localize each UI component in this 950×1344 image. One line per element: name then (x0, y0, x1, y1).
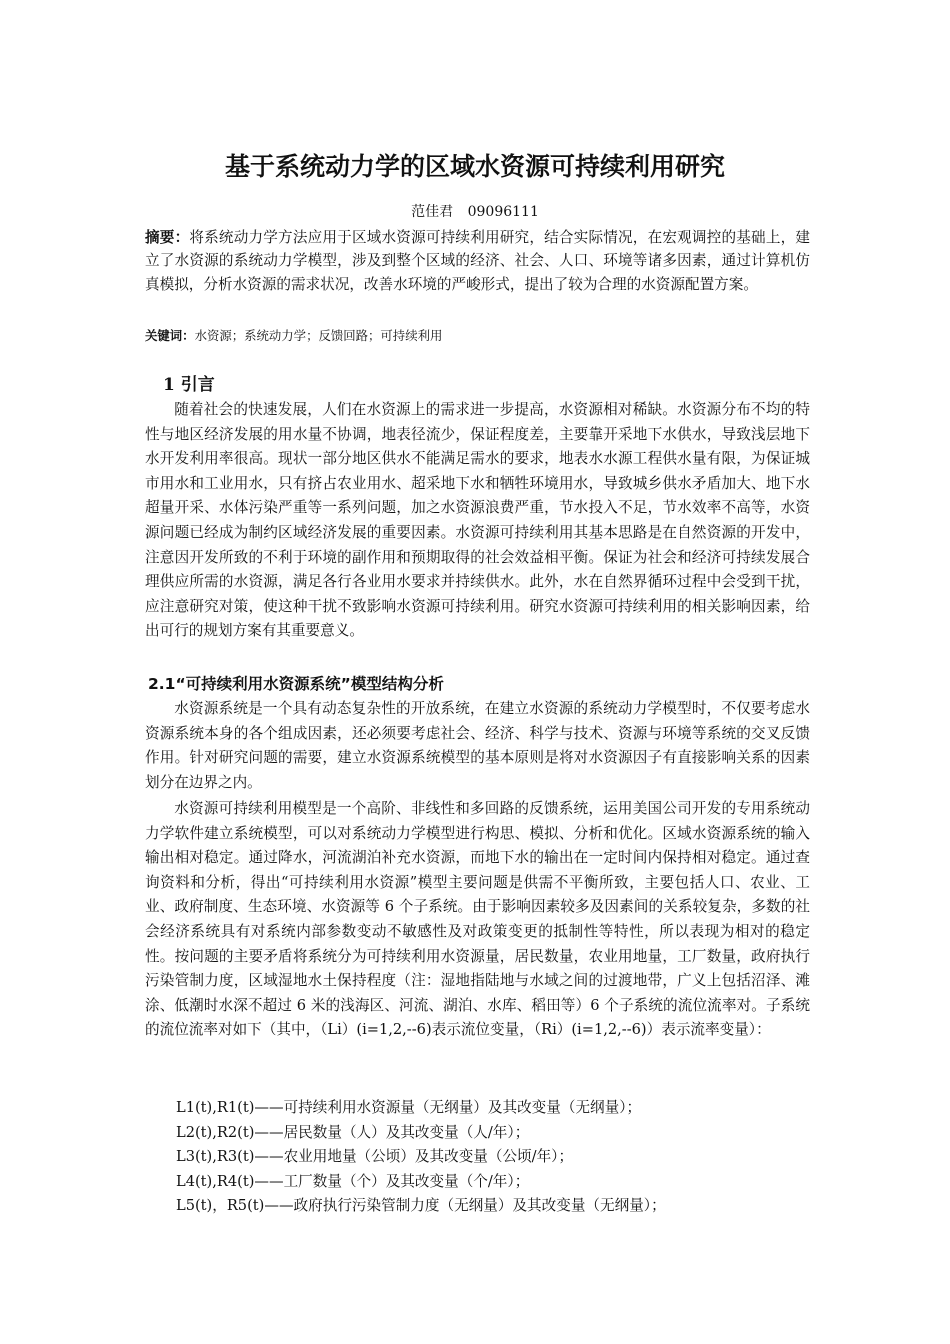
abstract-text: 将系统动力学方法应用于区域水资源可持续利用研究，结合实际情况，在宏观调控的基础上，建立了水资源的系统动力学模型，涉及到整个区域的经济、社会、人口、环境等诸多因素，通过计算机仿真模拟，分析水资源的需求状况，改善水环境的严峻形式，提出了较为合理的水资源配置方案。 (145, 229, 810, 293)
keywords (145, 326, 810, 346)
keywords-label: 关键词： (145, 328, 195, 343)
abstract-label: 摘要： (145, 229, 190, 246)
abstract (145, 226, 810, 296)
model-paragraph-2: 水资源可持续利用模型是一个高阶、非线性和多回路的反馈系统，运用美国公司开发的专用系统动力学软件建立系统模型，可以对系统动力学模型进行构思、模拟、分析和优化。区域水资源系统的输入输出相对稳定。通过降水，河流湖泊补充水资源，而地下水的输出在一定时间内保持相对稳定。通过查询资料和分析，得出“可持续利用水资源”模型主要问题是供需不平衡所致，主要包括人口、农业、工业、政府制度、生态环境、水资源等 6 个子系统。由于影响因素较多及因素间的关系较复杂，多数的社会经济系统具有对系统内部参数变动不敏感性及对政策变更的抵制性等特性，所以表现为相对的稳定性。按问题的主要矛盾将系统分为可持续利用水资源量，居民数量，农业用地量，工厂数量，政府执行污染管制力度，区域湿地水土保持程度（注：湿地指陆地与水域之间的过渡地带，广义上包括沼泽、滩涂、低潮时水深不超过 6 米的浅海区、河流、湖泊、水库、稻田等）6 个子系统的流位流率对。子系统的流位流率对如下（其中，（Li）(i=1,2,--6)表示流位变量，（Ri）(i=1,2,--6)）表示流率变量）： (145, 800, 810, 1039)
model-paragraph-1: 水资源系统是一个具有动态复杂性的开放系统，在建立水资源的系统动力学模型时，不仅要考虑水资源系统本身的各个组成因素，还必须要考虑社会、经济、科学与技术、资源与环境等系统的交叉反馈作用。针对研究问题的需要，建立水资源系统模型的基本原则是将对水资源因子有直接影响关系的因素划分在边界之内。 (145, 700, 810, 791)
author-id: 09096111 (467, 204, 539, 220)
list-item: L4(t),R4(t)——工厂数量（个）及其改变量（个/年）； (176, 1172, 530, 1190)
list-item: L2(t),R2(t)——居民数量（人）及其改变量（人/年）； (176, 1123, 530, 1141)
list-item: L1(t),R1(t)——可持续利用水资源量（无纲量）及其改变量（无纲量）； (176, 1099, 642, 1116)
paper-title: 基于系统动力学的区域水资源可持续利用研究 (224, 151, 725, 181)
author-name: 范佳君 (411, 204, 454, 220)
author-line (0, 201, 950, 223)
list-item: L3(t),R3(t)——农业用地量（公顷）及其改变量（公顷/年）； (176, 1148, 574, 1166)
list-item: L5(t)，R5(t)——政府执行污染管制力度（无纲量）及其改变量（无纲量）； (176, 1197, 666, 1215)
section-heading-introduction: 1 引言 (163, 375, 215, 395)
keywords-text: 水资源；系统动力学；反馈回路；可持续利用 (194, 328, 443, 343)
variable-list (176, 1096, 816, 1219)
section-heading-model-structure: 2.1“可持续利用水资源系统”模型结构分析 (148, 675, 444, 693)
introduction-paragraph: 随着社会的快速发展，人们在水资源上的需求进一步提高，水资源相对稀缺。水资源分布不均的特性与地区经济发展的用水量不协调，地表径流少，保证程度差，主要靠开采地下水供水，导致浅层地下水开发利用率很高。现状一部分地区供水不能满足需水的要求，地表水水源工程供水量有限，为保证城市用水和工业用水，只有挤占农业用水、超采地下水和牺牲环境用水，导致城乡供水矛盾加大、地下水超量开采、水体污染严重等一系列问题，加之水资源浪费严重，节水投入不足，节水效率不高等，水资源问题已经成为制约区域经济发展的重要因素。水资源可持续利用其基本思路是在自然资源的开发中，注意因开发所致的不利于环境的副作用和预期取得的社会效益相平衡。保证为社会和经济可持续发展合理供应所需的水资源，满足各行各业用水要求并持续供水。此外，水在自然界循环过程中会受到干扰，应注意研究对策，使这种干扰不致影响水资源可持续利用。研究水资源可持续利用的相关影响因素，给出可行的规划方案有其重要意义。 (145, 401, 810, 640)
